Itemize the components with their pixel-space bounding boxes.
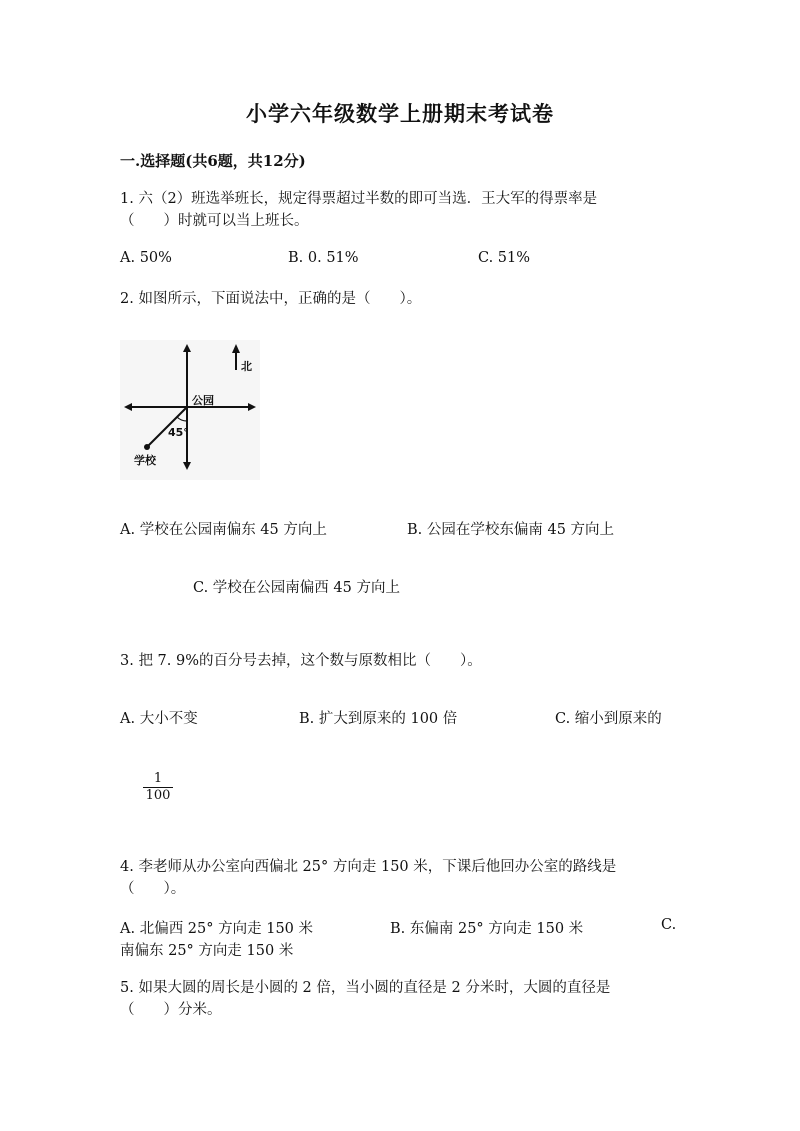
question-2-option-a: A. 学校在公园南偏东 45 方向上	[120, 522, 327, 538]
question-2-option-b: B. 公园在学校东偏南 45 方向上	[407, 522, 615, 538]
question-4-option-b: B. 东偏南 25° 方向走 150 米	[390, 921, 584, 937]
page-title: 小学六年级数学上册期末考试卷	[246, 101, 554, 126]
question-2-text: 2. 如图所示，下面说法中，正确的是（ ）。	[120, 291, 422, 307]
question-4-option-c: C.	[661, 917, 677, 933]
question-3-option-b: B. 扩大到原来的 100 倍	[299, 711, 458, 727]
question-4-option-a: A. 北偏西 25° 方向走 150 米	[120, 921, 314, 937]
north-label: 北	[241, 360, 252, 373]
direction-diagram	[120, 340, 260, 480]
question-5-text-line2: （ ）分米。	[120, 1002, 222, 1018]
question-1-option-b: B. 0. 51%	[288, 250, 359, 266]
school-point	[144, 444, 150, 450]
question-3-option-c: C. 缩小到原来的	[555, 711, 662, 727]
question-5-text-line1: 5. 如果大圆的周长是小圆的 2 倍，当小圆的直径是 2 分米时，大圆的直径是	[120, 980, 611, 996]
question-1-option-c: C. 51%	[478, 250, 531, 266]
section-heading: 一.选择题(共6题，共12分)	[120, 152, 306, 170]
question-1-text-line1: 1. 六（2）班选举班长，规定得票超过半数的即可当选．王大军的得票率是	[120, 191, 598, 207]
question-1-option-a: A. 50%	[120, 250, 172, 266]
question-4-text-line1: 4. 李老师从办公室向西偏北 25° 方向走 150 米，下课后他回办公室的路线是	[120, 859, 617, 875]
question-4-option-c-continued: 南偏东 25° 方向走 150 米	[120, 943, 294, 959]
school-label: 学校	[134, 454, 156, 467]
question-2-option-c: C. 学校在公园南偏西 45 方向上	[193, 580, 400, 596]
fraction-denominator: 100	[145, 788, 171, 803]
fraction-one-hundredth	[143, 772, 173, 803]
park-label: 公园	[192, 394, 214, 407]
question-1-text-line2: （ ）时就可以当上班长。	[120, 213, 309, 229]
question-3-option-a: A. 大小不变	[120, 711, 198, 727]
fraction-numerator: 1	[143, 772, 173, 788]
angle-label: 45°	[168, 426, 189, 439]
question-4-text-line2: （ ）。	[120, 881, 186, 897]
question-3-text: 3. 把 7. 9%的百分号去掉，这个数与原数相比（ ）。	[120, 653, 482, 669]
